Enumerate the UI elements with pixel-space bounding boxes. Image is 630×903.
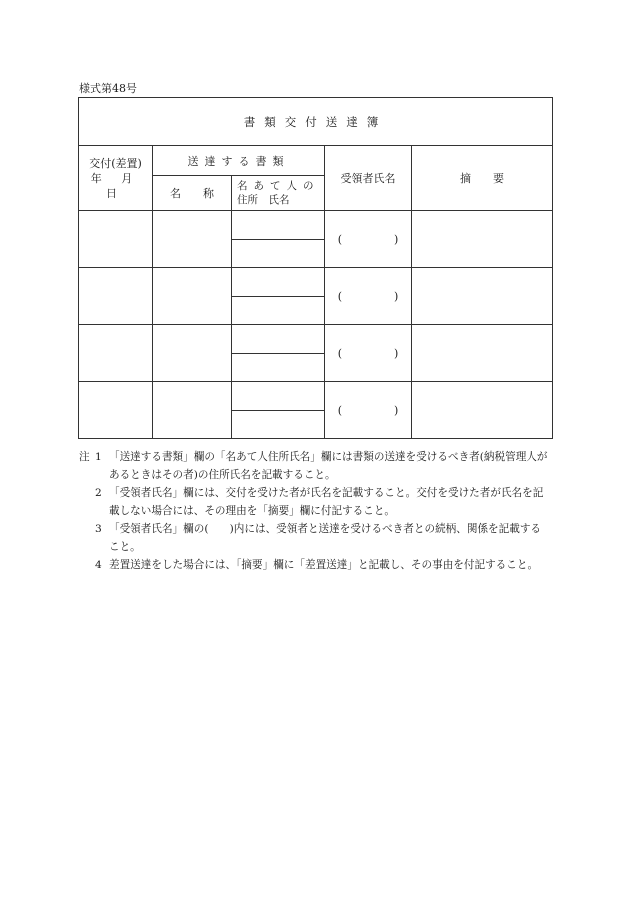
header-recipient-name: 受領者氏名 [325, 146, 412, 211]
cell-date-4[interactable] [79, 382, 153, 439]
cell-doc-name-4[interactable] [153, 382, 232, 439]
header-delivery-date: 交付(差置) 年 月 日 [79, 146, 153, 211]
cell-doc-name-3[interactable] [153, 325, 232, 382]
cell-addressee-address-2[interactable] [232, 268, 325, 297]
cell-doc-name-1[interactable] [153, 211, 232, 268]
cell-addressee-name-4[interactable] [232, 411, 325, 439]
cell-recipient-4[interactable]: ( ) [325, 382, 412, 439]
header-remarks: 摘 要 [412, 146, 553, 211]
cell-addressee-name-2[interactable] [232, 297, 325, 325]
cell-remarks-1[interactable] [412, 211, 553, 268]
cell-remarks-3[interactable] [412, 325, 553, 382]
header-addressee: 名あて人の 住所 氏名 [232, 176, 325, 211]
header-document-name: 名 称 [153, 176, 232, 211]
header-documents: 送達する書類 [153, 146, 325, 176]
notes-section [79, 448, 551, 574]
cell-remarks-2[interactable] [412, 268, 553, 325]
delivery-register-table [78, 97, 553, 439]
cell-addressee-address-4[interactable] [232, 382, 325, 411]
cell-date-3[interactable] [79, 325, 153, 382]
form-number: 様式第48号 [79, 82, 137, 95]
cell-date-1[interactable] [79, 211, 153, 268]
note-item: 4 差置送達をした場合には、「摘要」欄に「差置送達」と記載し、その事由を付記すること。 [95, 559, 539, 571]
note-item: 2 「受領者氏名」欄には、交付を受けた者が氏名を記載すること。交付を受けた者が氏名を記載しない場合には、その理由を「摘要」欄に付記すること。 [95, 487, 544, 517]
cell-addressee-name-1[interactable] [232, 240, 325, 268]
cell-doc-name-2[interactable] [153, 268, 232, 325]
note-item: 3 「受領者氏名」欄の( )内には、受領者と送達を受けるべき者との続柄、関係を記載すること。 [95, 523, 542, 553]
cell-recipient-3[interactable]: ( ) [325, 325, 412, 382]
cell-recipient-2[interactable]: ( ) [325, 268, 412, 325]
cell-addressee-address-3[interactable] [232, 325, 325, 354]
cell-remarks-4[interactable] [412, 382, 553, 439]
cell-date-2[interactable] [79, 268, 153, 325]
note-item: 注 1 「送達する書類」欄の「名あて人住所氏名」欄には書類の送達を受けるべき者(納税管理人があるときはその者)の住所氏名を記載すること。 [79, 448, 551, 484]
cell-recipient-1[interactable]: ( ) [325, 211, 412, 268]
cell-addressee-address-1[interactable] [232, 211, 325, 240]
table-title: 書類交付送達簿 [79, 98, 553, 146]
cell-addressee-name-3[interactable] [232, 354, 325, 382]
notes-label: 注 [79, 451, 90, 463]
